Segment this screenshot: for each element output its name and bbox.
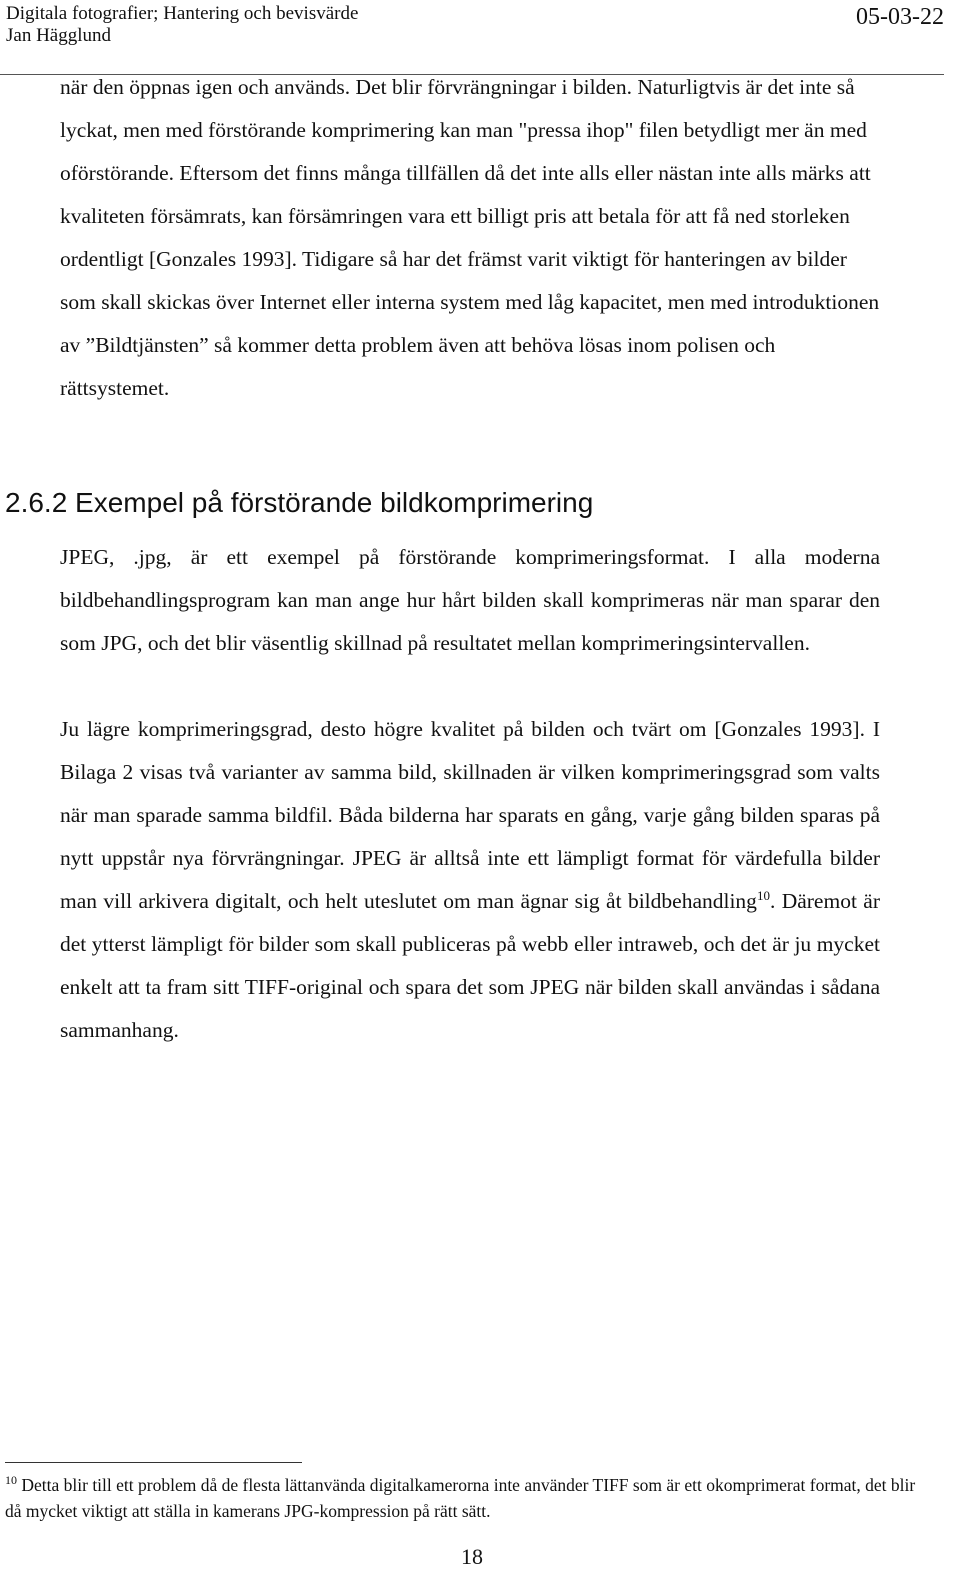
paragraph-quality	[60, 708, 880, 1052]
header-title: Digitala fotografier; Hantering och bevisvärde	[6, 3, 359, 24]
paragraph-intro: när den öppnas igen och används. Det blir förvrängningar i bilden. Naturligtvis är det inte så lyckat, men med förstörande komprimering kan man "pressa ihop" filen betydligt mer än med oförstörande. Eftersom det finns många tillfällen då det inte alls eller nästan inte alls märks att kvaliteten försämrats, kan försämringen vara ett billigt pris att betala för att få ned storleken ordentligt [Gonzales 1993]. Tidigare så har det främst varit viktigt för hanteringen av bilder som skall skickas över Internet eller interna system med låg kapacitet, men med introduktionen av ”Bildtjänsten” så kommer detta problem även att behöva lösas inom polisen och rättsystemet.	[60, 75, 880, 400]
section-heading: 2.6.2 Exempel på förstörande bildkomprimering	[5, 487, 594, 518]
paragraph-quality-text: Ju lägre komprimeringsgrad, desto högre kvalitet på bilden och tvärt om [Gonzales 1993]. I Bilaga 2 visas två varianter av samma bild, skillnaden är vilken komprimeringsgrad som valts när man sparade samma bildfil. Båda bilderna har sparats en gång, varje gång bilden sparas på nytt uppstår nya förvrängningar. JPEG är alltså inte ett lämpligt format för värdefulla bilder man vill arkivera digitalt, och helt uteslutet om man ägnar sig åt bildbehandling	[60, 717, 880, 913]
footnote-text: Detta blir till ett problem då de flesta lättanvända digitalkamerorna inte använder TIFF som är ett okomprimerat format, det blir då mycket viktigt att ställa in kamerans JPG-kompression på rätt sätt.	[5, 1475, 916, 1521]
page-header	[0, 0, 944, 75]
footnote-number: 10	[5, 1473, 17, 1488]
header-date: 05-03-22	[856, 4, 944, 30]
footnote	[5, 1472, 925, 1524]
footnote-reference: 10	[756, 887, 770, 903]
page-number: 18	[461, 1544, 483, 1569]
paragraph-quality-text-cont: . Däremot är det ytterst lämpligt för bilder som skall publiceras på webb eller intraweb, och det är ju mycket enkelt att ta fram sitt TIFF-original och spara det som JPEG när bilden skall användas i sådana sammanhang.	[60, 889, 880, 1042]
footnote-separator	[5, 1462, 302, 1463]
paragraph-jpeg: JPEG, .jpg, är ett exempel på förstörande komprimeringsformat. I alla moderna bildbehandlingsprogram kan man ange hur hårt bilden skall komprimeras när man sparar den som JPG, och det blir väsentlig skillnad på resultatet mellan komprimeringsintervallen.	[60, 545, 880, 655]
header-author: Jan Hägglund	[6, 25, 112, 46]
